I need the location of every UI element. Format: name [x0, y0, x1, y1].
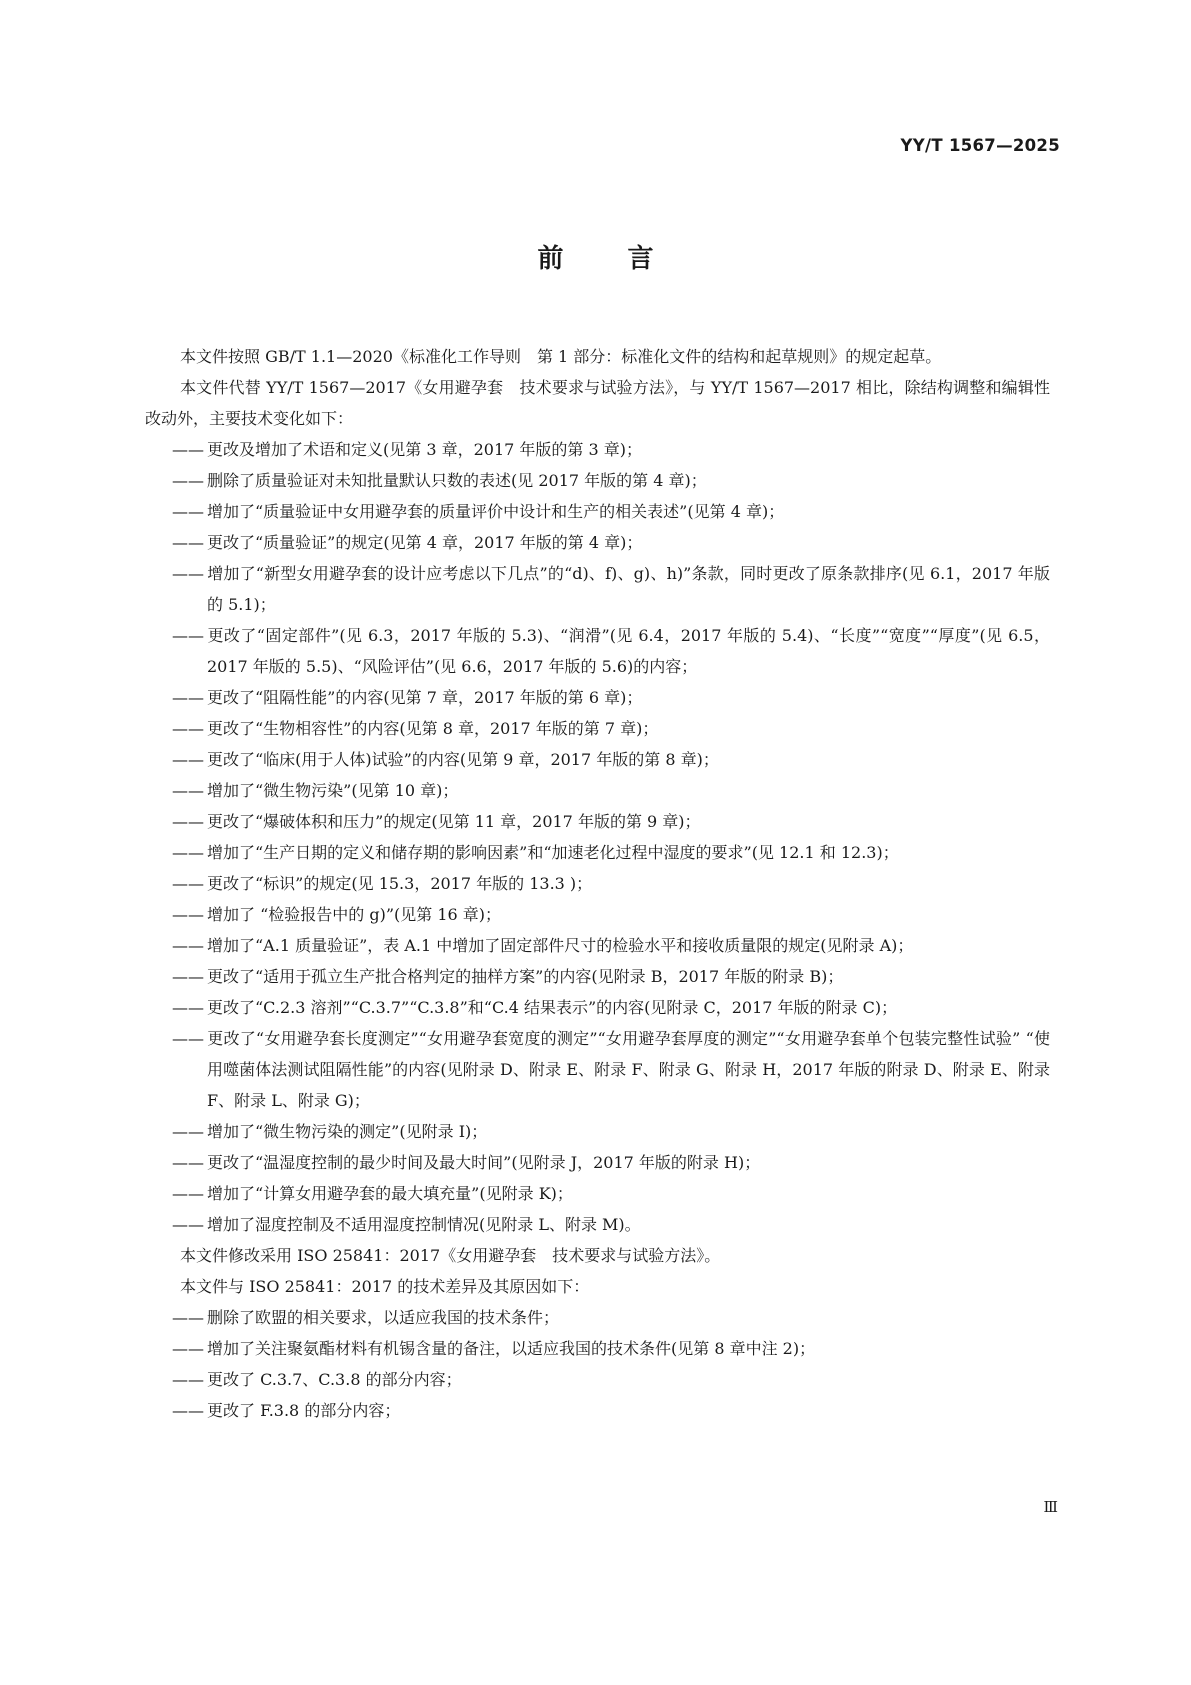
- list-dash: ——: [172, 998, 204, 1017]
- paragraph-differences-intro: 本文件与 ISO 25841：2017 的技术差异及其原因如下：: [180, 1277, 590, 1296]
- page-title: [0, 238, 1191, 275]
- list-dash: ——: [172, 905, 204, 924]
- list-dash: ——: [172, 1308, 204, 1327]
- list-dash: ——: [172, 719, 204, 738]
- list-dash: ——: [172, 502, 204, 521]
- list-item: —— 更改了“生物相容性”的内容(见第 8 章，2017 年版的第 7 章)；: [145, 713, 1050, 744]
- list-item: —— 更改了“适用于孤立生产批合格判定的抽样方案”的内容(见附录 B，2017 年版的附录 B)；: [145, 961, 1050, 992]
- foreword-body: [145, 341, 1050, 1426]
- list-item: —— 增加了“微生物污染”(见第 10 章)；: [145, 775, 1050, 806]
- list-item: —— 更改了“阻隔性能”的内容(见第 7 章，2017 年版的第 6 章)；: [145, 682, 1050, 713]
- list-item: —— 更改及增加了术语和定义(见第 3 章，2017 年版的第 3 章)；: [145, 434, 1050, 465]
- paragraph-drafting-rules: 本文件按照 GB/T 1.1—2020《标准化工作导则 第 1 部分：标准化文件的结构和起草规则》的规定起草。: [180, 347, 942, 366]
- list-item: —— 更改了 F.3.8 的部分内容；: [145, 1395, 1050, 1426]
- list-dash: ——: [172, 533, 204, 552]
- list-dash: ——: [172, 564, 204, 583]
- list-dash: ——: [172, 1339, 204, 1358]
- list-item: —— 更改了“固定部件”(见 6.3，2017 年版的 5.3)、“润滑”(见 6.4，2017 年版的 5.4)、“长度”“宽度”“厚度”(见 6.5，2017 年版的 5.5)、“风险评估”(见 6.6，2017 年版的 5.6)的内容；: [145, 620, 1050, 682]
- list-dash: ——: [172, 471, 204, 490]
- list-item: —— 增加了“质量验证中女用避孕套的质量评价中设计和生产的相关表述”(见第 4 章)；: [145, 496, 1050, 527]
- list-item: —— 增加了“A.1 质量验证”，表 A.1 中增加了固定部件尺寸的检验水平和接收质量限的规定(见附录 A)；: [145, 930, 1050, 961]
- page-title-char-2: 言: [627, 244, 654, 274]
- list-item: —— 删除了欧盟的相关要求，以适应我国的技术条件；: [145, 1302, 1050, 1333]
- list-item: —— 更改了“C.2.3 溶剂”“C.3.7”“C.3.8”和“C.4 结果表示”的内容(见附录 C，2017 年版的附录 C)；: [145, 992, 1050, 1023]
- list-item: —— 更改了“质量验证”的规定(见第 4 章，2017 年版的第 4 章)；: [145, 527, 1050, 558]
- differences-list: [145, 1302, 1050, 1426]
- list-item: —— 增加了“生产日期的定义和储存期的影响因素”和“加速老化过程中湿度的要求”(见 12.1 和 12.3)；: [145, 837, 1050, 868]
- list-item: —— 更改了 C.3.7、C.3.8 的部分内容；: [145, 1364, 1050, 1395]
- list-dash: ——: [172, 1215, 204, 1234]
- list-dash: ——: [172, 688, 204, 707]
- paragraph-adoption: 本文件修改采用 ISO 25841：2017《女用避孕套 技术要求与试验方法》。: [180, 1246, 721, 1265]
- list-item: —— 更改了“标识”的规定(见 15.3，2017 年版的 13.3 )；: [145, 868, 1050, 899]
- list-dash: ——: [172, 1122, 204, 1141]
- list-dash: ——: [172, 750, 204, 769]
- list-item: —— 更改了“爆破体积和压力”的规定(见第 11 章，2017 年版的第 9 章)；: [145, 806, 1050, 837]
- list-dash: ——: [172, 936, 204, 955]
- list-dash: ——: [172, 1370, 204, 1389]
- standard-code: YY/T 1567—2025: [900, 136, 1060, 155]
- list-item: —— 更改了“温湿度控制的最少时间及最大时间”(见附录 J，2017 年版的附录 H)；: [145, 1147, 1050, 1178]
- list-dash: ——: [172, 781, 204, 800]
- list-dash: ——: [172, 1401, 204, 1420]
- list-dash: ——: [172, 967, 204, 986]
- list-item: —— 删除了质量验证对未知批量默认只数的表述(见 2017 年版的第 4 章)；: [145, 465, 1050, 496]
- list-item: —— 更改了“临床(用于人体)试验”的内容(见第 9 章，2017 年版的第 8 章)；: [145, 744, 1050, 775]
- list-item: —— 更改了“女用避孕套长度测定”“女用避孕套宽度的测定”“女用避孕套厚度的测定”“女用避孕套单个包装完整性试验” “使用噬菌体法测试阻隔性能”的内容(见附录 D、附录 E、附录 F、附录 G、附录 H，2017 年版的附录 D、附录 E、附录 F、附录 L、附录 G)；: [145, 1023, 1050, 1116]
- list-dash: ——: [172, 874, 204, 893]
- list-dash: ——: [172, 626, 204, 645]
- list-dash: ——: [172, 812, 204, 831]
- page-number: Ⅲ: [1043, 1498, 1058, 1516]
- list-item: —— 增加了“计算女用避孕套的最大填充量”(见附录 K)；: [145, 1178, 1050, 1209]
- list-dash: ——: [172, 1184, 204, 1203]
- list-dash: ——: [172, 1153, 204, 1172]
- page-title-char-1: 前: [537, 244, 564, 274]
- paragraph-replacement: 本文件代替 YY/T 1567—2017《女用避孕套 技术要求与试验方法》，与 YY/T 1567—2017 相比，除结构调整和编辑性改动外，主要技术变化如下：: [145, 378, 1050, 428]
- list-item: —— 增加了湿度控制及不适用湿度控制情况(见附录 L、附录 M)。: [145, 1209, 1050, 1240]
- list-dash: ——: [172, 843, 204, 862]
- list-dash: ——: [172, 440, 204, 459]
- list-item: —— 增加了 “检验报告中的 g)”(见第 16 章)；: [145, 899, 1050, 930]
- changes-list: [145, 434, 1050, 1240]
- list-dash: ——: [172, 1029, 204, 1048]
- list-item: —— 增加了关注聚氨酯材料有机锡含量的备注，以适应我国的技术条件(见第 8 章中注 2)；: [145, 1333, 1050, 1364]
- list-item: —— 增加了“微生物污染的测定”(见附录 I)；: [145, 1116, 1050, 1147]
- list-item: —— 增加了“新型女用避孕套的设计应考虑以下几点”的“d)、f)、g)、h)”条款，同时更改了原条款排序(见 6.1，2017 年版的 5.1)；: [145, 558, 1050, 620]
